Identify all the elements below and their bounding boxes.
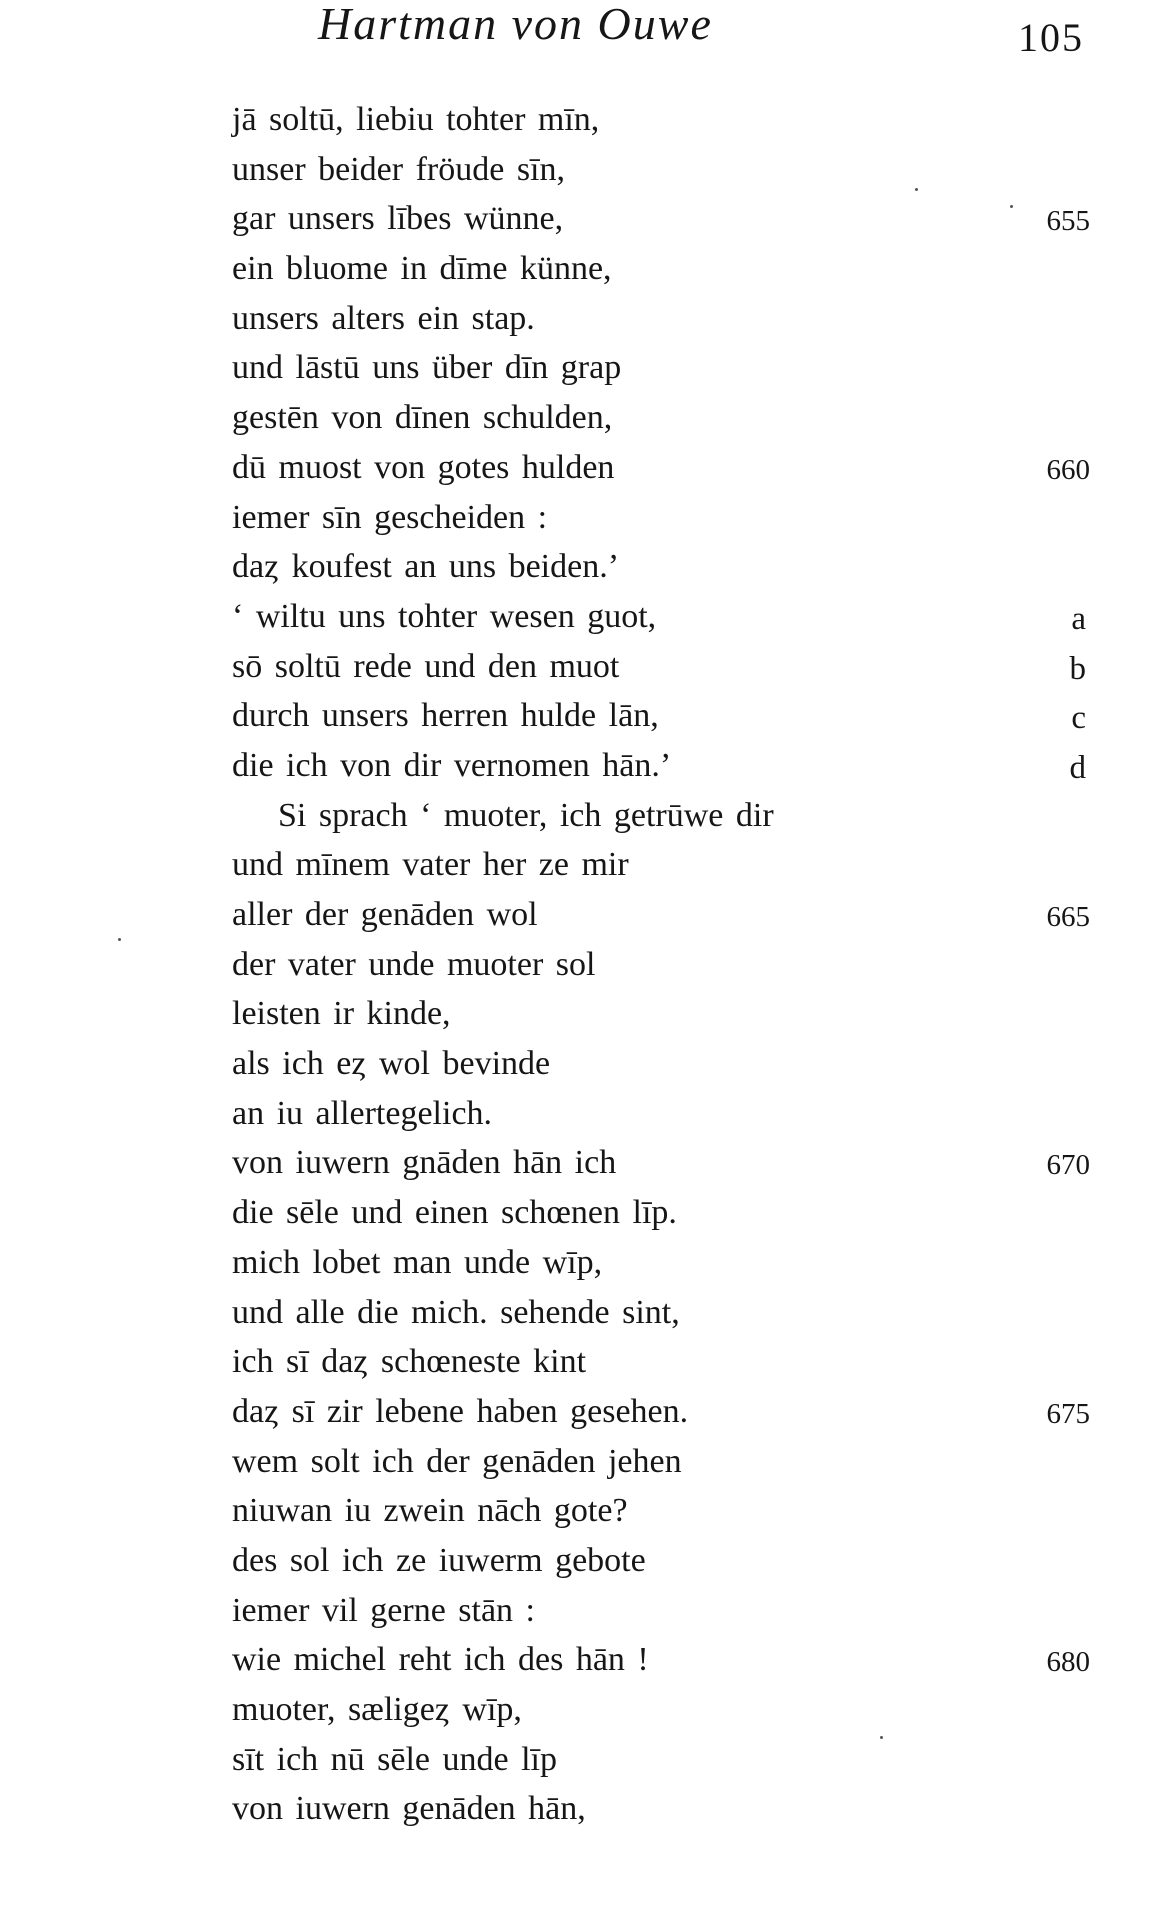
verse-text: von iuwern genāden hān, [232,1790,586,1828]
verse-line [0,542,1156,592]
verse-text: die ich von dir vernomen hān.’ [232,746,672,784]
verse-text: mich lobet man unde wīp, [232,1243,603,1281]
verse-line [0,1735,1156,1785]
verse-line [0,1387,1156,1437]
print-speck [880,1736,883,1739]
verse-line [0,1288,1156,1338]
line-number: 655 [1046,205,1090,238]
verse-line [0,1586,1156,1636]
verse-text: ‘ wiltu uns tohter wesen guot, [232,597,657,635]
verse-text: iemer sīn gescheiden : [232,498,548,536]
verse-text: unsers alters ein stap. [232,299,535,337]
verse-text: daȥ sī zir lebene haben gesehen. [232,1392,689,1430]
line-number: b [1069,650,1086,687]
verse-line [0,1437,1156,1487]
verse-line [0,642,1156,692]
verse-text: die sēle und einen schœnen līp. [232,1194,677,1232]
line-number: 675 [1046,1397,1090,1430]
verse-line [0,443,1156,493]
verse-text: jā soltū, liebiu tohter mīn, [232,101,600,138]
verse-text: und alle die mich. sehende sint, [232,1293,680,1331]
verse-line [0,1188,1156,1238]
verse-text: sīt ich nū sēle unde līp [232,1740,558,1778]
verse-text: niuwan iu zwein nāch gote? [232,1492,628,1530]
line-number: a [1071,600,1086,637]
verse-text: dū muost von gotes hulden [232,448,615,486]
verse-text: an iu allertegelich. [232,1094,493,1132]
verse-text: und mīnem vater her ze mir [232,846,629,884]
verse-text: aller der genāden wol [232,896,538,933]
verse-text: Si sprach ‘ muoter, ich getrūwe dir [278,796,774,834]
verse-text: ich sī daȥ schœneste kint [232,1343,587,1381]
verse-line [0,294,1156,344]
verse-line [0,343,1156,393]
print-speck [118,938,121,941]
verse-text: als ich eȥ wol bevinde [232,1045,551,1083]
verse-text: gestēn von dīnen schulden, [232,399,613,437]
line-number: c [1071,700,1086,737]
verse-text: ein bluome in dīme künne, [232,250,612,288]
print-speck [915,188,918,191]
verse-line [0,244,1156,294]
verse-text: sō soltū rede und den muot [232,647,620,685]
verse-text: iemer vil gerne stān : [232,1591,536,1629]
verse-text: durch unsers herren hulde lān, [232,697,659,735]
verse-text: gar unsers lībes wünne, [232,200,564,238]
verse-line [0,691,1156,741]
verse-line [0,791,1156,841]
page-number: 105 [1018,15,1084,60]
verse-line [0,393,1156,443]
verse-line [0,1486,1156,1536]
verse-line [0,1784,1156,1834]
verse-text: und lāstū uns über dīn grap [232,349,622,387]
verse-line [0,940,1156,990]
verse-line [0,741,1156,791]
line-number: 660 [1046,453,1090,486]
verse-text: unser beider fröude sīn, [232,150,566,188]
verse-line [0,145,1156,195]
running-title: Hartman von Ouwe [318,0,713,49]
line-number: 670 [1046,1149,1090,1182]
line-number: 665 [1046,901,1090,933]
verse-line [0,1238,1156,1288]
verse-text: wie michel reht ich des hān ! [232,1641,649,1679]
verse-line [0,1536,1156,1586]
verse-line [0,493,1156,543]
verse-line [0,1089,1156,1139]
verse-text: der vater unde muoter sol [232,945,596,983]
line-number: 680 [1046,1646,1090,1679]
verse-line [0,989,1156,1039]
verse-line [0,1337,1156,1387]
verse-line [0,194,1156,244]
print-speck [1010,205,1013,208]
verse-text: muoter, sæligeȥ wīp, [232,1691,522,1728]
running-head [0,0,1156,70]
verse-text: wem solt ich der genāden jehen [232,1442,682,1480]
verse-text: leisten ir kinde, [232,995,451,1033]
verse-text: daȥ koufest an uns beiden.’ [232,548,620,586]
verse-block [0,95,1156,1834]
verse-line [0,95,1156,145]
verse-text: des sol ich ze iuwerm gebote [232,1541,646,1579]
verse-line [0,1138,1156,1188]
verse-line [0,1039,1156,1089]
verse-line [0,1635,1156,1685]
verse-text: von iuwern gnāden hān ich [232,1144,617,1182]
line-number: d [1069,749,1086,786]
verse-line [0,592,1156,642]
verse-line [0,890,1156,940]
verse-line [0,1685,1156,1735]
verse-line [0,840,1156,890]
